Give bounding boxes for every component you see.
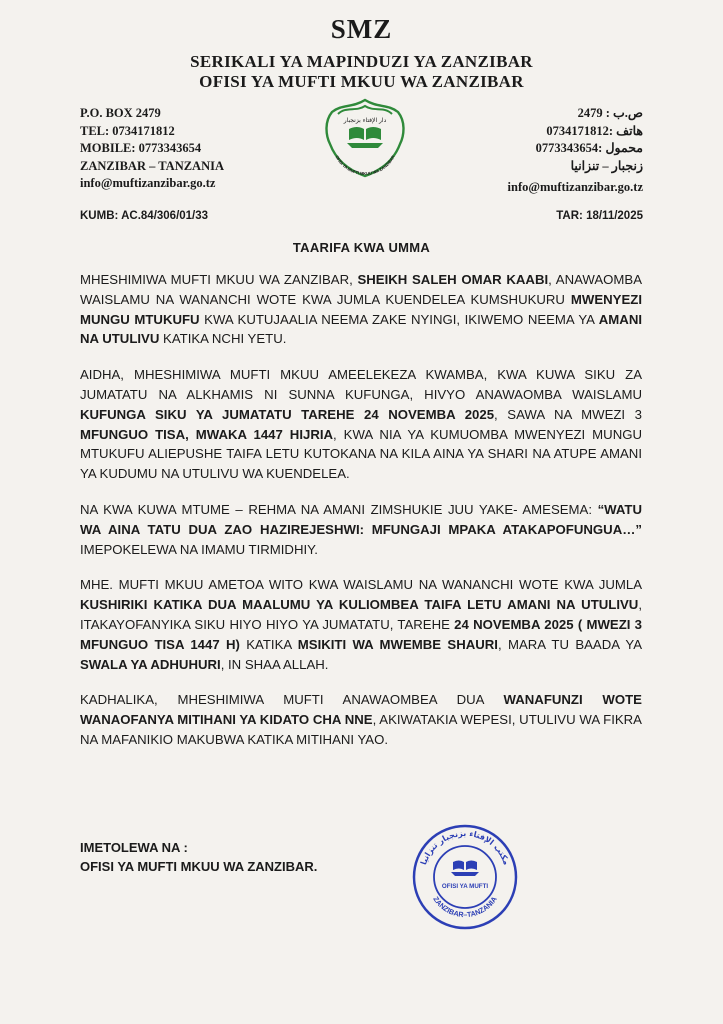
- email: info@muftizanzibar.go.tz: [80, 176, 216, 190]
- contact-block-left: [80, 105, 224, 193]
- paragraph-1: MHESHIMIWA MUFTI MKUU WA ZANZIBAR, SHEIKH SALEH OMAR KAABI, ANAWAOMBA WAISLAMU NA WANANCHI WOTE KWA JUMLA KUENDELEA KUMSHUKURU MWENYEZI MUNGU MTUKUFU KWA KUTUJAALIA NEEMA ZAKE NYINGI, IKIWEMO NEEMA YA AMANI NA UTULIVU KATIKA NCHI YETU.: [80, 272, 643, 347]
- emblem-ring-text: OFISI YA MUFTI MKUU WA ZANZIBAR: [334, 154, 396, 177]
- document-body: [80, 270, 642, 766]
- emblem-arabic-text: دار الإفتاء بزنجبار: [343, 117, 387, 124]
- telephone: TEL: 0734171812: [80, 123, 175, 138]
- telephone-arabic: هاتف :0734171812: [546, 123, 643, 138]
- po-box: P.O. BOX 2479: [80, 106, 161, 120]
- contact-block-right: [508, 105, 643, 197]
- document-title: TAARIFA KWA UMMA: [292, 240, 431, 255]
- location-arabic: زنجبار – تنزانيا: [570, 158, 643, 173]
- paragraph-5: KADHALIKA, MHESHIMIWA MUFTI ANAWAOMBEA DUA WANAFUNZI WOTE WANAOFANYA MITIHANI YA KIDATO CHA NNE, AKIWATAKIA WEPESI, UTULIVU WA FIKRA NA MAFANIKIO MAKUBWA KATIKA MITIHANI YAO.: [80, 692, 642, 747]
- official-stamp: [410, 822, 520, 932]
- stamp-location-text: ZANZIBAR–TANZANIA: [431, 894, 499, 920]
- reference-number: KUMB: AC.84/306/01/33: [80, 210, 209, 222]
- paragraph-3: NA KWA KUWA MTUME – REHMA NA AMANI ZIMSHUKIE JUU YAKE- AMESEMA: “WATU WA AINA TATU DUA ZAO HAZIREJESHWI: MFUNGAJI MPAKA ATAKAPOFUNGUA…” IMEPOKELEWA NA IMAMU TIRMIDHIY.: [80, 501, 642, 557]
- issuing-office: OFISI YA MUFTI MKUU WA ZANZIBAR.: [80, 859, 318, 874]
- po-box-arabic: ص.ب : 2479: [577, 106, 643, 120]
- email-right: info@muftizanzibar.go.tz: [507, 180, 643, 194]
- document-date: TAR: 18/11/2025: [556, 210, 643, 222]
- stamp-arabic-text: مكتب الإفتاء بزنجبار تنزانيا: [419, 828, 511, 867]
- header-government: SERIKALI YA MAPINDUZI YA ZANZIBAR: [190, 52, 533, 71]
- header-abbr: SMZ: [330, 14, 393, 44]
- issued-by-label: IMETOLEWA NA :: [80, 840, 188, 855]
- signature-block: [80, 838, 317, 876]
- stamp-center-text: OFISI YA MUFTI: [441, 883, 489, 890]
- paragraph-2: AIDHA, MHESHIMIWA MUFTI MKUU AMEELEKEZA KWAMBA, KWA KUWA SIKU ZA JUMATATU NA ALKHAMIS NI SUNNA KUFUNGA, HIVYO ANAWAOMBA WAISLAMU KUFUNGA SIKU YA JUMATATU TAREHE 24 NOVEMBA 2025, SAWA NA MWEZI 3 MFUNGUO TISA, MWAKA 1447 HIJRIA, KWA NIA YA KUMUOMBA MWENYEZI MUNGU MTUKUFU ALIEPUSHE TAIFA LETU KUTOKANA NA KILA AINA YA SHARI NA ATUPE AMANI YA KUDUMU NA UTULIVU WA KUENDELEA.: [80, 367, 642, 482]
- location: ZANZIBAR – TANZANIA: [80, 158, 225, 173]
- office-emblem-logo: [318, 96, 412, 180]
- mobile-arabic: محمول :0773343654: [535, 141, 643, 155]
- mobile: MOBILE: 0773343654: [80, 141, 202, 155]
- svg-text:مكتب الإفتاء بزنجبار تنزانيا: [419, 829, 511, 866]
- header-office: OFISI YA MUFTI MKUU WA ZANZIBAR: [199, 72, 524, 91]
- paragraph-4: MHE. MUFTI MKUU AMETOA WITO KWA WAISLAMU NA WANANCHI WOTE KWA JUMLA KUSHIRIKI KATIKA DUA MAALUMU YA KULIOMBEA TAIFA LETU AMANI NA UTULIVU, ITAKAYOFANYIKA SIKU HIYO HIYO YA JUMATATU, TAREHE 24 NOVEMBA 2025 ( MWEZI 3 MFUNGUO TISA 1447 H) KATIKA MSIKITI WA MWEMBE SHAURI, MARA TU BAADA YA SWALA YA ADHUHURI, IN SHAA ALLAH.: [80, 577, 643, 672]
